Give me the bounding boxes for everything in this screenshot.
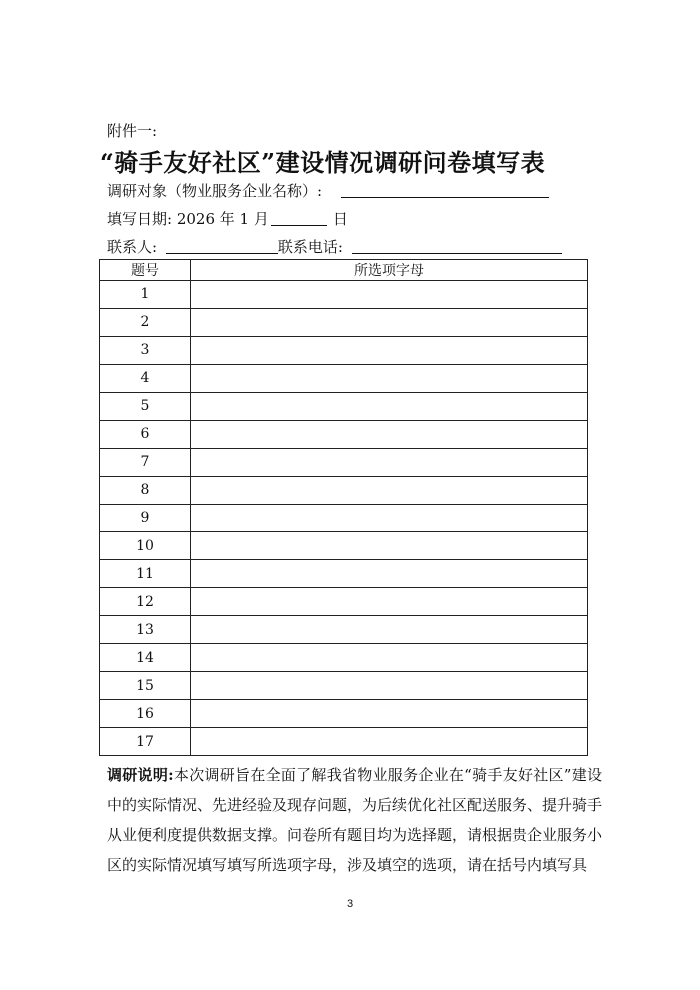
answer-cell[interactable] [191, 644, 588, 672]
answer-cell[interactable] [191, 588, 588, 616]
survey-target-field[interactable] [341, 181, 549, 198]
selected-letter-header: 所选项字母 [191, 260, 588, 281]
answer-cell[interactable] [191, 308, 588, 336]
survey-target-row [107, 180, 549, 201]
survey-target-label: 调研对象（物业服务企业名称）: [107, 182, 323, 200]
answer-cell[interactable] [191, 532, 588, 560]
fill-date-prefix: 填写日期: 2026 年 1 月 [107, 210, 269, 228]
table-row [100, 308, 588, 336]
survey-note [107, 760, 602, 880]
answer-cell[interactable] [191, 728, 588, 756]
survey-note-label: 调研说明: [107, 766, 174, 784]
answer-cell[interactable] [191, 420, 588, 448]
answer-table [99, 259, 588, 756]
table-row [100, 672, 588, 700]
fill-date-row [107, 208, 348, 229]
table-row [100, 728, 588, 756]
answer-cell[interactable] [191, 448, 588, 476]
survey-note-text: 本次调研旨在全面了解我省物业服务企业在“骑手友好社区”建设中的实际情况、先进经验及现存问题，为后续优化社区配送服务、提升骑手从业便利度提供数据支撑。问卷所有题目均为选择题，请根据贵企业服务小区的实际情况填写填写所选项字母，涉及填空的选项，请在括号内填写具 [107, 766, 603, 874]
question-number: 5 [100, 392, 191, 420]
table-row [100, 281, 588, 309]
contact-phone-field[interactable] [352, 237, 562, 254]
answer-cell[interactable] [191, 616, 588, 644]
question-number: 10 [100, 532, 191, 560]
question-number: 4 [100, 364, 191, 392]
question-number: 13 [100, 616, 191, 644]
question-number: 8 [100, 476, 191, 504]
answer-cell[interactable] [191, 281, 588, 309]
question-number: 17 [100, 728, 191, 756]
question-number: 15 [100, 672, 191, 700]
answer-cell[interactable] [191, 672, 588, 700]
table-row [100, 420, 588, 448]
question-number: 2 [100, 308, 191, 336]
table-row [100, 644, 588, 672]
fill-date-suffix: 日 [332, 210, 348, 228]
answer-cell[interactable] [191, 504, 588, 532]
table-row [100, 532, 588, 560]
contact-row [107, 236, 562, 257]
answer-cell[interactable] [191, 364, 588, 392]
question-number: 12 [100, 588, 191, 616]
question-number: 16 [100, 700, 191, 728]
contact-person-label: 联系人: [107, 238, 158, 256]
answer-cell[interactable] [191, 336, 588, 364]
question-number: 9 [100, 504, 191, 532]
question-number: 1 [100, 281, 191, 309]
table-header-row [100, 260, 588, 281]
question-number-header: 题号 [100, 260, 191, 281]
question-number: 6 [100, 420, 191, 448]
document-title: “骑手友好社区”建设情况调研问卷填写表 [100, 148, 546, 177]
table-row [100, 336, 588, 364]
table-row [100, 364, 588, 392]
fill-date-day-field[interactable] [271, 209, 327, 226]
answer-cell[interactable] [191, 476, 588, 504]
answer-cell[interactable] [191, 392, 588, 420]
question-number: 11 [100, 560, 191, 588]
table-row [100, 560, 588, 588]
table-row [100, 448, 588, 476]
attachment-label: 附件一: [107, 122, 158, 140]
contact-person-field[interactable] [166, 237, 278, 254]
question-number: 7 [100, 448, 191, 476]
question-number: 3 [100, 336, 191, 364]
table-row [100, 504, 588, 532]
table-row [100, 700, 588, 728]
table-row [100, 392, 588, 420]
answer-cell[interactable] [191, 560, 588, 588]
table-row [100, 616, 588, 644]
table-row [100, 588, 588, 616]
page-number: 3 [346, 898, 354, 910]
contact-phone-label: 联系电话: [277, 238, 343, 256]
question-number: 14 [100, 644, 191, 672]
answer-cell[interactable] [191, 700, 588, 728]
table-row [100, 476, 588, 504]
